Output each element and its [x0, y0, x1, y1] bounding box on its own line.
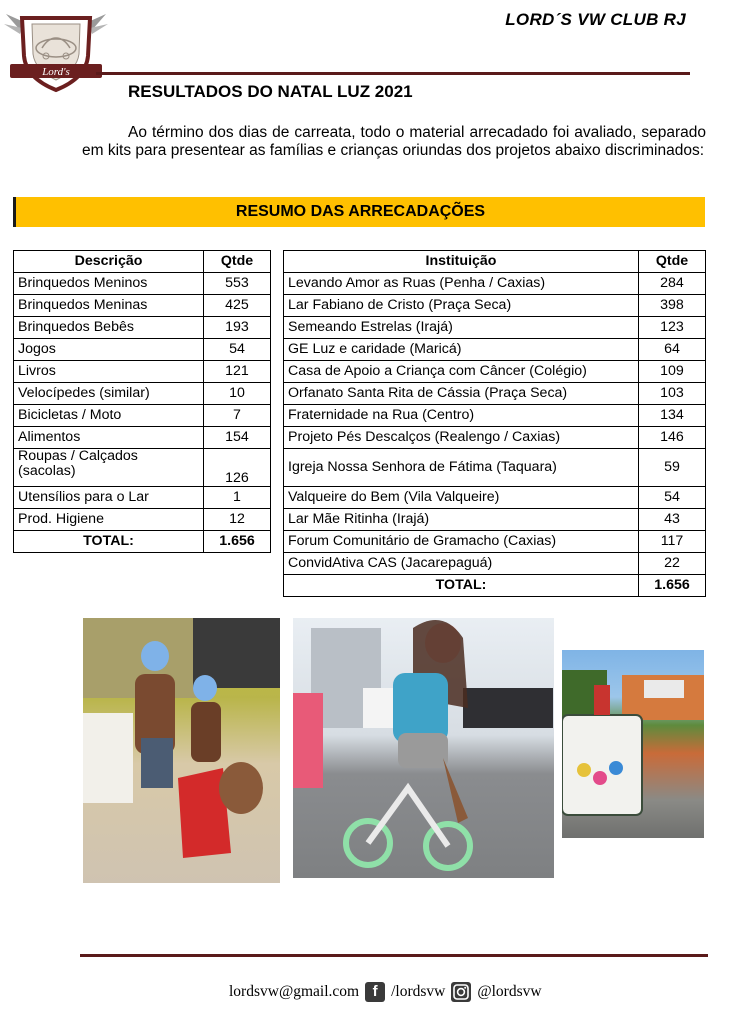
- institution-name: Fraternidade na Rua (Centro): [284, 405, 639, 427]
- institution-name: Lar Fabiano de Cristo (Praça Seca): [284, 295, 639, 317]
- item-description: Roupas / Calçados (sacolas): [14, 449, 204, 487]
- institution-quantity: 123: [639, 317, 706, 339]
- table-total-row: [284, 575, 706, 597]
- institution-quantity: 43: [639, 509, 706, 531]
- table-row: [14, 361, 271, 383]
- item-description: Livros: [14, 361, 204, 383]
- table-row: [284, 487, 706, 509]
- column-header-quantity: Qtde: [639, 251, 706, 273]
- item-quantity: 126: [204, 449, 271, 487]
- total-label: TOTAL:: [14, 531, 204, 553]
- institution-name: Projeto Pés Descalços (Realengo / Caxias): [284, 427, 639, 449]
- table-row: [284, 553, 706, 575]
- bottom-divider: [80, 954, 708, 957]
- item-description: Prod. Higiene: [14, 509, 204, 531]
- footer-instagram-handle[interactable]: @lordsvw: [477, 983, 542, 1000]
- institution-name: GE Luz e caridade (Maricá): [284, 339, 639, 361]
- footer-email[interactable]: lordsvw@gmail.com: [229, 983, 360, 1000]
- table-row: [14, 383, 271, 405]
- item-quantity: 193: [204, 317, 271, 339]
- table-row: [284, 383, 706, 405]
- institution-name: Lar Mãe Ritinha (Irajá): [284, 509, 639, 531]
- institution-name: Igreja Nossa Senhora de Fátima (Taquara): [284, 449, 639, 487]
- institution-quantity: 134: [639, 405, 706, 427]
- table-row: [284, 449, 706, 487]
- intro-paragraph: Ao término dos dias de carreata, todo o material arrecadado foi avaliado, separado em kits para presentear as famílias e crianças oriundas dos projetos abaixo discriminados:: [82, 124, 706, 159]
- photo-child-on-bike: [293, 618, 554, 878]
- table-row: [14, 449, 271, 487]
- item-description: Velocípedes (similar): [14, 383, 204, 405]
- table-total-row: [14, 531, 271, 553]
- instagram-icon: [451, 982, 471, 1002]
- item-description: Bicicletas / Moto: [14, 405, 204, 427]
- item-quantity: 553: [204, 273, 271, 295]
- table-row: [284, 273, 706, 295]
- table-row: [284, 531, 706, 553]
- item-quantity: 425: [204, 295, 271, 317]
- institution-quantity: 103: [639, 383, 706, 405]
- club-logo: [2, 4, 110, 94]
- table-row: [14, 427, 271, 449]
- photo-children-with-gifts: [83, 618, 280, 883]
- institution-quantity: 54: [639, 487, 706, 509]
- institution-name: ConvidAtiva CAS (Jacarepaguá): [284, 553, 639, 575]
- top-divider: [96, 72, 690, 75]
- section-banner: [13, 197, 705, 227]
- institution-name: Valqueire do Bem (Vila Valqueire): [284, 487, 639, 509]
- column-header-description: Descrição: [14, 251, 204, 273]
- table-row: [14, 509, 271, 531]
- table-row: [14, 487, 271, 509]
- institution-quantity: 22: [639, 553, 706, 575]
- footer-facebook-handle[interactable]: /lordsvw: [391, 983, 446, 1000]
- items-table: [13, 250, 271, 553]
- item-description: Brinquedos Bebês: [14, 317, 204, 339]
- table-header-row: [14, 251, 271, 273]
- institution-quantity: 109: [639, 361, 706, 383]
- item-quantity: 54: [204, 339, 271, 361]
- table-row: [284, 317, 706, 339]
- item-quantity: 10: [204, 383, 271, 405]
- table-row: [284, 295, 706, 317]
- table-row: [284, 361, 706, 383]
- institution-name: Semeando Estrelas (Irajá): [284, 317, 639, 339]
- item-description: Jogos: [14, 339, 204, 361]
- institution-name: Orfanato Santa Rita de Cássia (Praça Seca): [284, 383, 639, 405]
- table-row: [14, 317, 271, 339]
- table-row: [284, 339, 706, 361]
- item-quantity: 121: [204, 361, 271, 383]
- total-value: 1.656: [204, 531, 271, 553]
- table-row: [284, 427, 706, 449]
- institution-name: Casa de Apoio a Criança com Câncer (Colégio): [284, 361, 639, 383]
- table-row: [14, 295, 271, 317]
- institution-name: Forum Comunitário de Gramacho (Caxias): [284, 531, 639, 553]
- table-row: [14, 273, 271, 295]
- institution-quantity: 284: [639, 273, 706, 295]
- item-description: Alimentos: [14, 427, 204, 449]
- institution-quantity: 117: [639, 531, 706, 553]
- item-quantity: 1: [204, 487, 271, 509]
- institution-name: Levando Amor as Ruas (Penha / Caxias): [284, 273, 639, 295]
- item-quantity: 154: [204, 427, 271, 449]
- item-quantity: 12: [204, 509, 271, 531]
- institutions-table: [283, 250, 706, 597]
- institution-quantity: 64: [639, 339, 706, 361]
- table-row: [14, 339, 271, 361]
- photo-decorated-vehicle: [562, 650, 704, 838]
- item-description: Utensílios para o Lar: [14, 487, 204, 509]
- section-banner-title: RESUMO DAS ARRECADAÇÕES: [235, 203, 486, 220]
- institution-quantity: 146: [639, 427, 706, 449]
- table-header-row: [284, 251, 706, 273]
- institution-quantity: 59: [639, 449, 706, 487]
- column-header-quantity: Qtde: [204, 251, 271, 273]
- item-description: Brinquedos Meninas: [14, 295, 204, 317]
- footer-contacts: [229, 982, 542, 1002]
- total-label: TOTAL:: [284, 575, 639, 597]
- institution-quantity: 398: [639, 295, 706, 317]
- page-title: RESULTADOS DO NATAL LUZ 2021: [128, 82, 413, 101]
- column-header-institution: Instituição: [284, 251, 639, 273]
- table-row: [284, 405, 706, 427]
- facebook-icon: f: [365, 982, 385, 1002]
- table-row: [284, 509, 706, 531]
- total-value: 1.656: [639, 575, 706, 597]
- item-quantity: 7: [204, 405, 271, 427]
- svg-text:Lord's: Lord's: [42, 66, 70, 78]
- table-row: [14, 405, 271, 427]
- item-description: Brinquedos Meninos: [14, 273, 204, 295]
- club-name: LORD´S VW CLUB RJ: [505, 10, 686, 29]
